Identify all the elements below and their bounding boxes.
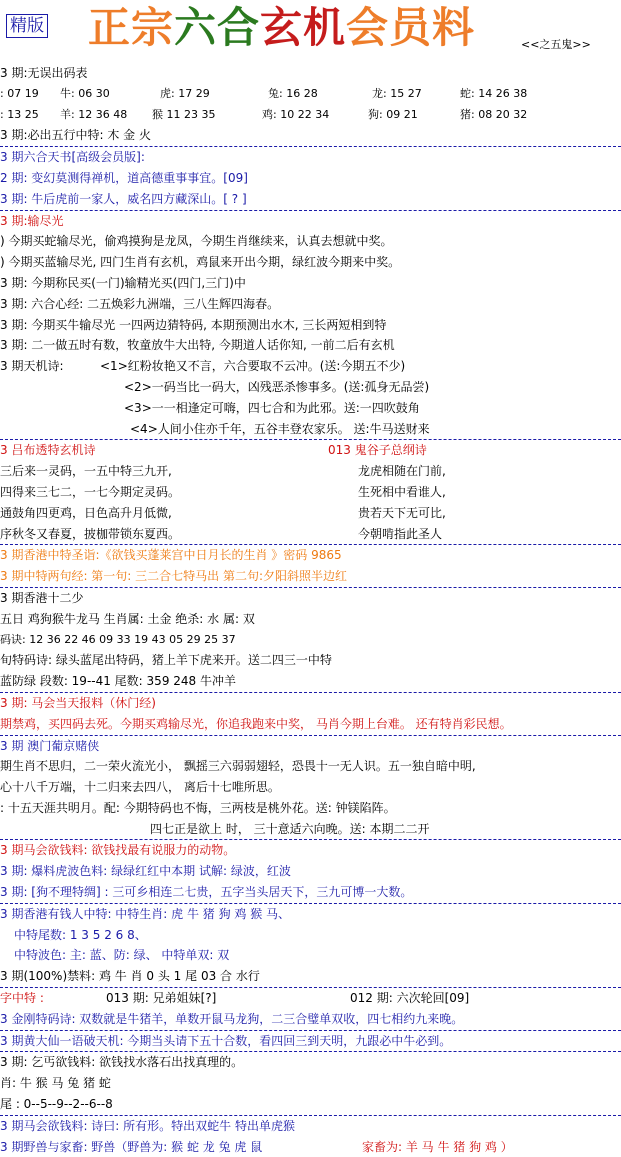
cell: 012 期: 六次轮回[09] — [350, 991, 470, 1006]
cell: 今朝啃指此圣人 — [358, 526, 443, 541]
cell: 3 期马会欲钱料: 诗曰: 所有形。特出双蛇牛 特出单虎猴 — [0, 1118, 295, 1133]
cell: 蓝防绿 段数: 19--41 尾数: 359 248 牛冲羊 — [0, 674, 236, 689]
row-23 — [0, 524, 621, 545]
cell: 龙: 15 27 — [372, 86, 422, 100]
cell: 3 期野兽与家畜: 野兽（野兽为: 猴 蛇 龙 兔 虎 鼠 — [0, 1139, 263, 1154]
cell: 中特波色: 主: 蓝、防: 绿、 中特单双: 双 — [14, 948, 230, 963]
row-52 — [0, 1137, 621, 1157]
row-48 — [0, 1051, 621, 1073]
row-37 — [0, 819, 621, 840]
row-17 — [0, 398, 621, 419]
cell: 3 期(100%)禁料: 鸡 牛 肖 0 头 1 尾 03 合 水行 — [0, 969, 260, 984]
row-21 — [0, 482, 621, 503]
cell: 3 期: [狗不理特绸] : 三可乡相连二七贵，五字当头居天下，三九可博一大数。 — [0, 885, 413, 900]
row-40 — [0, 882, 621, 903]
cell: 牛: 06 30 — [60, 86, 110, 100]
cell: 生死相中看谁人, — [358, 484, 446, 499]
cell: <3>一一相逢定可嗨，四七合和为此邪。送:一四吹鼓角 — [124, 400, 420, 415]
cell: 兔: 16 28 — [268, 86, 318, 100]
content-list — [0, 63, 621, 1157]
cell: 013 期: 兄弟姐妹[?] — [106, 991, 217, 1006]
cell: <2>一码当比一码大，凶残恶杀惨事多。(送:孤身无品尝) — [124, 379, 430, 394]
row-47 — [0, 1030, 621, 1052]
row-41 — [0, 903, 621, 925]
cell: 字中特 : — [0, 991, 44, 1006]
cell: 3 期: 六合心经: 二五焕彩九洲端，三八生辉四海春。 — [0, 296, 280, 311]
row-28 — [0, 630, 621, 651]
edition-badge: 精版 — [6, 14, 48, 38]
cell: 3 期: 二一做五时有数，牧童放牛大出特, 今期道人话你知, 一前二后有玄机 — [0, 338, 395, 353]
row-51 — [0, 1115, 621, 1137]
cell: 3 期香港十二少 — [0, 590, 84, 605]
row-38 — [0, 839, 621, 861]
cell: 鸡: 10 22 34 — [262, 107, 330, 121]
row-33 — [0, 735, 621, 757]
row-25 — [0, 566, 621, 587]
row-32 — [0, 714, 621, 735]
cell: <4>人间小住亦千年，五谷丰登农家乐。 送:牛马送财来 — [130, 421, 430, 436]
cell: : 十五天涯共明月。配: 今期特码也不悔，三两枝是桃外花。送: 钟镁陷阵。 — [0, 800, 396, 815]
row-44 — [0, 966, 621, 987]
cell: 3 期 澳门葡京赌侠 — [0, 738, 100, 753]
row-45 — [0, 987, 621, 1009]
cell: 3 期马会欲钱料: 欲钱找最有说服力的动物。 — [0, 843, 236, 858]
cell: 3 期香港有钱人中特: 中特生肖: 虎 牛 猪 狗 鸡 猴 马、 — [0, 906, 291, 921]
cell: 3 期: 爆料虎波色料: 绿绿红红中本期 试解: 绿波，红波 — [0, 864, 291, 879]
row-34 — [0, 756, 621, 777]
row-22 — [0, 503, 621, 524]
row-6 — [0, 168, 621, 189]
row-7 — [0, 189, 621, 210]
cell: 四得来三七二，一七今期定灵码。 — [0, 484, 181, 499]
cell: 期生肖不思归，二一荣火流光小， 飘摇三六弱弱翅轻，恐畏十一无人识。五一独自暗中明, — [0, 759, 476, 774]
cell: 狗: 09 21 — [368, 107, 418, 121]
cell: 通鼓角四更鸡，日色高升月低微, — [0, 505, 172, 520]
cell: 羊: 12 36 48 — [60, 107, 128, 121]
title-part-1: 正宗 — [88, 3, 175, 52]
cell: 蛇: 14 26 38 — [460, 86, 528, 100]
row-26 — [0, 587, 621, 609]
row-29 — [0, 650, 621, 671]
cell: 猪: 08 20 32 — [460, 107, 528, 121]
cell: 3 期: 马会当天报料（休门经) — [0, 695, 156, 710]
row-16 — [0, 377, 621, 398]
row-15 — [0, 356, 621, 377]
page-subtitle: <<之五鬼>> — [521, 38, 591, 51]
cell: 3 期黄大仙一语破天机: 今期当头请下五十合数，看四回三到天明，九跟必中牛必到。 — [0, 1033, 452, 1048]
cell: 三后来一灵码，一五中特三九开, — [0, 464, 172, 479]
title-part-2: 六合 — [174, 3, 261, 52]
row-9 — [0, 231, 621, 252]
row-31 — [0, 692, 621, 714]
cell: 3 期天机诗: — [0, 359, 64, 374]
cell: 尾 : 0--5--9--2--6--8 — [0, 1097, 113, 1112]
cell: 猴 11 23 35 — [152, 107, 216, 121]
row-43 — [0, 945, 621, 966]
title-part-3: 玄机 — [260, 3, 347, 52]
cell: ) 今期买蛇输尽光，偷鸡摸狗是龙凤，今期生肖继续来，认真去想就中奖。 — [0, 234, 393, 249]
cell: 四七正是欲上 时， 三十意适六向晚。送: 本期二二开 — [150, 821, 430, 836]
cell: : 13 25 — [0, 107, 39, 121]
cell: 3 期:必出五行中特: 木 金 火 — [0, 128, 151, 143]
cell: 2 期: 变幻莫测得禅机，道高德重事事宜。[09] — [0, 170, 248, 185]
cell: <1>红粉妆艳又不言，六合要取不云冲。(送:今期五不少) — [100, 359, 406, 374]
cell: 家畜为: 羊 马 牛 猪 狗 鸡 ） — [362, 1139, 513, 1154]
cell: 心十八千万端，十二归来去四八， 离后十七唯所思。 — [0, 780, 280, 795]
cell: 3 期:无误出码表 — [0, 66, 88, 80]
row-12 — [0, 294, 621, 315]
cell: 贵若天下无可比, — [358, 505, 446, 520]
cell: ) 今期买蓝输尽光, 四门生肖有玄机，鸡鼠来开出今期，绿红波今期来中奖。 — [0, 255, 401, 270]
cell: 3 期: 乞丐欲钱料: 欲钱找水落石出找真理的。 — [0, 1055, 244, 1070]
row-19 — [0, 439, 621, 461]
row-8 — [0, 210, 621, 232]
row-42 — [0, 925, 621, 946]
row-14 — [0, 335, 621, 356]
cell: 序秋冬又春夏，披枷带锁东夏西。 — [0, 526, 181, 541]
row-35 — [0, 777, 621, 798]
cell: : 07 19 — [0, 86, 39, 100]
row-46 — [0, 1009, 621, 1030]
row-11 — [0, 273, 621, 294]
cell: 3 期: 今期称民买(一门)输精光买(四门,三门)中 — [0, 275, 246, 290]
cell: 肖: 牛 猴 马 兔 猪 蛇 — [0, 1076, 111, 1091]
cell: 013 鬼谷子总纲诗 — [328, 443, 427, 458]
row-1 — [0, 63, 621, 84]
row-49 — [0, 1073, 621, 1094]
cell: 龙虎相随在门前, — [358, 464, 446, 479]
page-header — [0, 0, 621, 62]
row-13 — [0, 315, 621, 336]
cell: 五日 鸡狗猴牛龙马 生肖属: 土金 绝杀: 水 属: 双 — [0, 611, 255, 626]
cell: 期禁鸡，买四码去死。今期买鸡输尽光，你追我跑来中奖， 马肖今期上台难。 还有特肖彩民想。 — [0, 716, 512, 731]
row-36 — [0, 798, 621, 819]
cell: 虎: 17 29 — [160, 86, 210, 100]
row-2 — [0, 84, 621, 105]
cell: 3 吕布透特玄机诗 — [0, 443, 96, 458]
cell: 3 期六合天书[高级会员版]: — [0, 150, 145, 165]
cell: 3 期:输尽光 — [0, 213, 64, 228]
cell: 3 金刚特码诗: 双数就是牛猪羊，单数开鼠马龙狗，二三合璧单双收，四七相约九来晚。 — [0, 1011, 464, 1026]
title-part-4: 会员料 — [346, 3, 476, 52]
cell: 中特尾数: 1 3 5 2 6 8、 — [14, 927, 147, 942]
row-30 — [0, 671, 621, 692]
row-3 — [0, 105, 621, 126]
cell: 3 期中特两句经: 第一句: 三二合七特马出 第二句:夕阳斜照半边红 — [0, 569, 348, 584]
row-39 — [0, 861, 621, 882]
cell: 码诀: 12 36 22 46 09 33 19 43 05 29 25 37 — [0, 632, 236, 646]
cell: 3 期: 今期买牛输尽光 一四两边猜特码, 本期预测出水木, 三长两短相到特 — [0, 317, 387, 332]
row-20 — [0, 461, 621, 482]
cell: 旬特码诗: 绿头蓝尾出特码，猪上羊下虎来开。送二四三一中特 — [0, 653, 332, 668]
row-27 — [0, 609, 621, 630]
row-50 — [0, 1094, 621, 1115]
row-5 — [0, 146, 621, 168]
row-4 — [0, 125, 621, 146]
row-18 — [0, 419, 621, 440]
cell: 3 期: 牛后虎前一家人，威名四方藏深山。[ ? ] — [0, 191, 247, 206]
cell: 3 期香港中特圣诣:《欲钱买蓬莱宫中日月长的生肖 》密码 9865 — [0, 548, 342, 563]
row-10 — [0, 252, 621, 273]
page-title — [88, 2, 475, 54]
row-24 — [0, 544, 621, 566]
